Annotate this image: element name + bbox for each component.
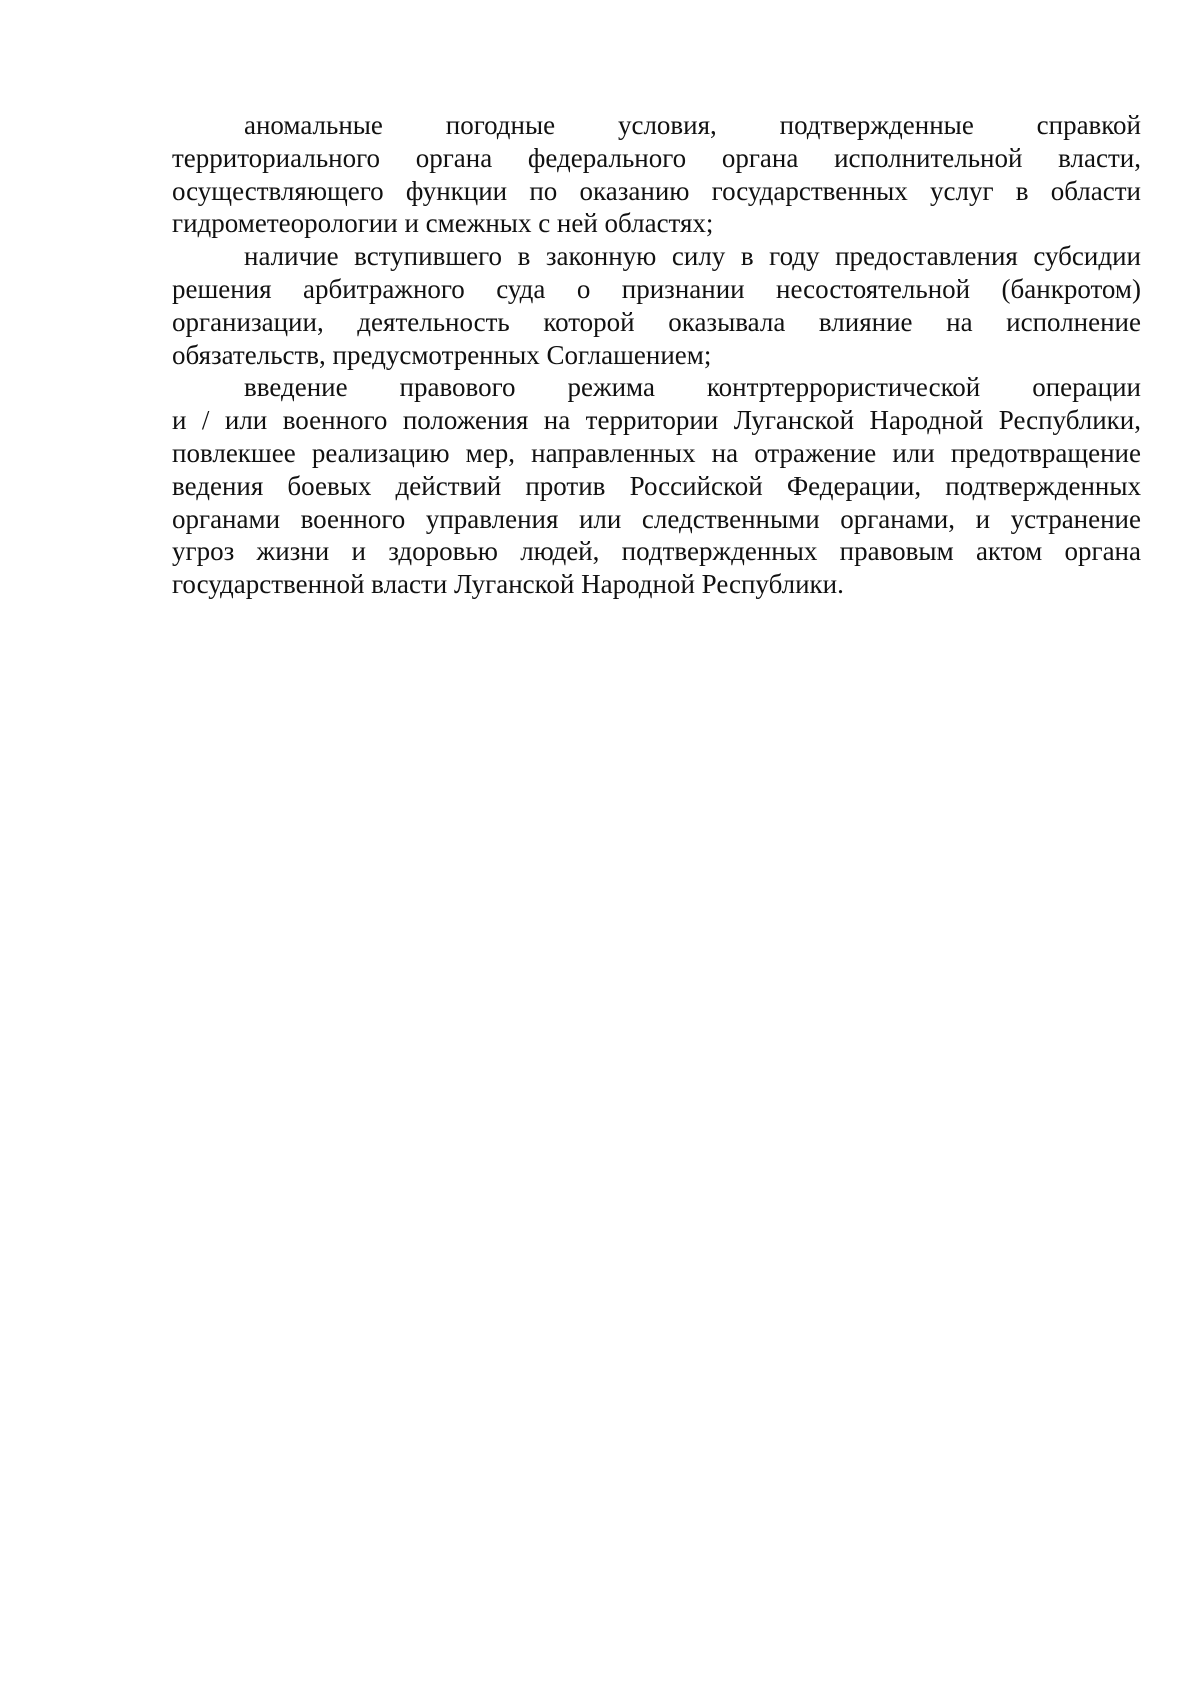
- text-line: наличие вступившего в законную силу в году предоставления субсидии: [244, 241, 1141, 272]
- text-line: введение правового режима контртеррористической операции: [244, 372, 1141, 403]
- text-line: аномальные погодные условия, подтвержденные справкой: [244, 110, 1141, 140]
- text-line: гидрометеорологии и смежных с ней областях;: [172, 208, 714, 239]
- text-line: повлекшее реализацию мер, направленных на отражение или предотвращение: [172, 437, 1141, 468]
- paragraph-weather-conditions: [172, 109, 1141, 240]
- text-line: территориального органа федерального органа исполнительной власти,: [172, 142, 1141, 173]
- text-line: организации, деятельность которой оказывала влияние на исполнение: [172, 306, 1141, 337]
- text-line: осуществляющего функции по оказанию государственных услуг в области: [172, 175, 1141, 206]
- text-line: решения арбитражного суда о признании несостоятельной (банкротом): [172, 273, 1141, 304]
- paragraph-bankruptcy-decision: [172, 240, 1141, 371]
- document-body: [172, 109, 1141, 601]
- text-line: ведения боевых действий против Российской Федерации, подтвержденных: [172, 470, 1141, 501]
- text-line: обязательств, предусмотренных Соглашением;: [172, 339, 712, 370]
- text-line: угроз жизни и здоровью людей, подтвержденных правовым актом органа: [172, 536, 1141, 567]
- paragraph-counterterrorism-regime: [172, 371, 1141, 601]
- text-line: органами военного управления или следственными органами, и устранение: [172, 503, 1141, 534]
- text-line: и / или военного положения на территории Луганской Народной Республики,: [172, 405, 1141, 436]
- text-line: государственной власти Луганской Народной Республики.: [172, 569, 844, 600]
